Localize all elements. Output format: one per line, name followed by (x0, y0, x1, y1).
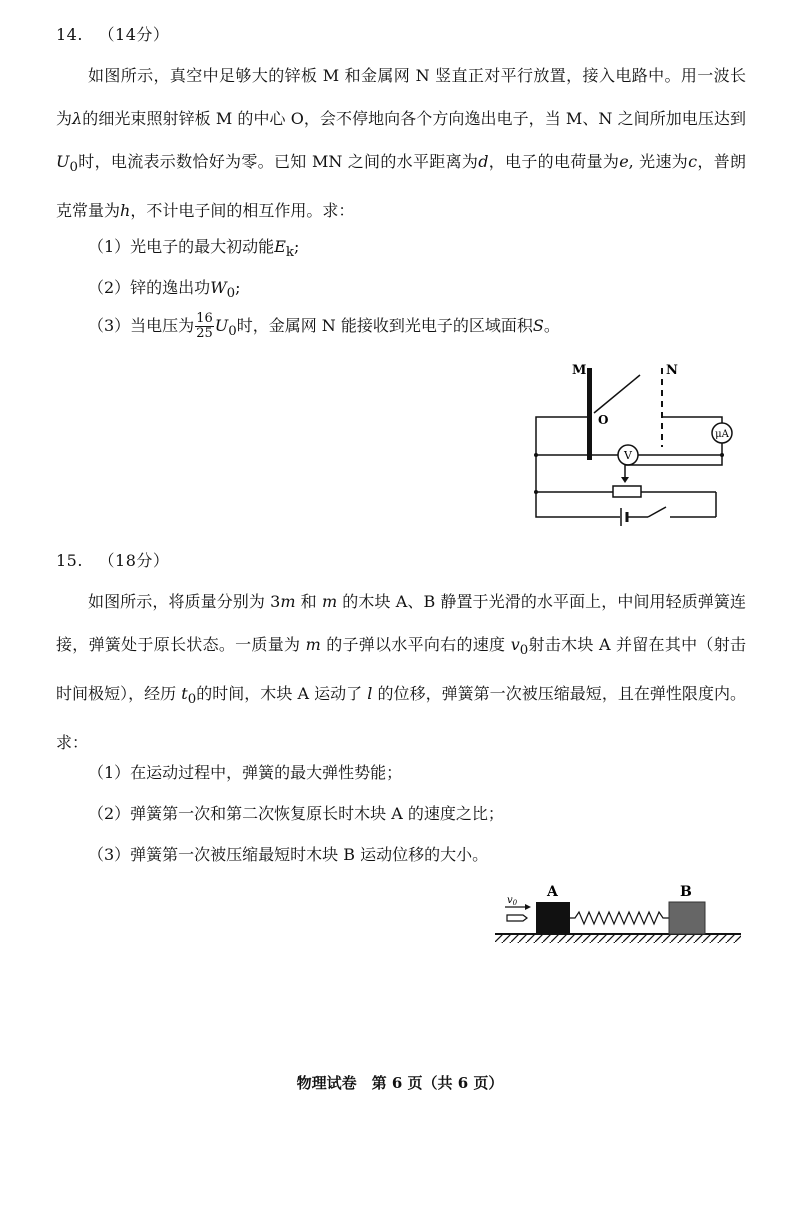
ground-hatch (495, 935, 741, 943)
q14-stem: 如图所示，真空中足够大的锌板 M 和金属网 N 竖直正对平行放置，接入电路中。用一波长为λ的细光束照射锌板 M 的中心 O，会不停地向各个方向逸出电子，当 M、N 之间所加电压达到$U_0$时，电流表示数恰好为零。已知 MN 之间的水平距离为d，电子的电荷量为e, 光速为c，普朗克常量为h，不计电子间的相互作用。求： (56, 66, 746, 221)
label-A: A (547, 884, 558, 900)
page-footer: 物理试卷 第 6 页（共 6 页） (296, 1074, 504, 1092)
bullet-icon (507, 915, 527, 921)
zinc-plate-M (587, 368, 592, 460)
q15-subq-2: （2）弹簧第一次和第二次恢复原长时木块 A 的速度之比； (88, 804, 504, 823)
block-B (669, 902, 705, 934)
q15-subq-3: （3）弹簧第一次被压缩最短时木块 B 运动位移的大小。 (88, 845, 489, 864)
q14-subq-1: （1）光电子的最大初动能$E_k$; (88, 237, 300, 261)
q14-header (56, 22, 169, 45)
circuit-figure (520, 355, 750, 535)
label-B: B (680, 884, 692, 900)
q14-score: （14分） (98, 25, 170, 44)
q14-subq-2: （2）锌的逸出功$W_0$; (88, 278, 241, 302)
q14-number: 14. (56, 25, 83, 44)
label-M: M (572, 363, 587, 378)
fraction-16-25: $\frac{16}{25}$ (196, 311, 213, 341)
light-beam (594, 375, 640, 413)
label-O: O (598, 413, 609, 427)
switch (648, 507, 666, 517)
q15-subq-1: （1）在运动过程中，弹簧的最大弹性势能； (88, 763, 403, 782)
block-A (536, 902, 570, 934)
q15-score: （18分） (98, 551, 170, 570)
q14-subq-3: （3）当电压为 $\frac{16}{25}$ $U_0$时，金属网 N 能接收到光电子的区域面积S。 (88, 311, 560, 341)
rheostat (613, 486, 641, 497)
q15-number: 15. (56, 551, 83, 570)
svg-text:μA: μA (715, 429, 729, 440)
q15-header (56, 548, 169, 571)
spring (570, 912, 669, 924)
svg-text:V: V (624, 449, 632, 462)
q15-stem: 如图所示，将质量分别为 3m 和 m 的木块 A、B 静置于光滑的水平面上，中间用轻质弹簧连接，弹簧处于原长状态。一质量为 m 的子弹以水平向右的速度 $v_0$射击木块 A 并留在其中（射击时间极短），经历 $t_0$的时间，木块 A 运动了 l 的位移，弹簧第一次被压缩最短，且在弹性限度内。求： (56, 592, 746, 753)
label-N: N (666, 363, 678, 378)
spring-block-figure (495, 878, 745, 946)
velocity-label: $v_0$ (507, 895, 518, 907)
